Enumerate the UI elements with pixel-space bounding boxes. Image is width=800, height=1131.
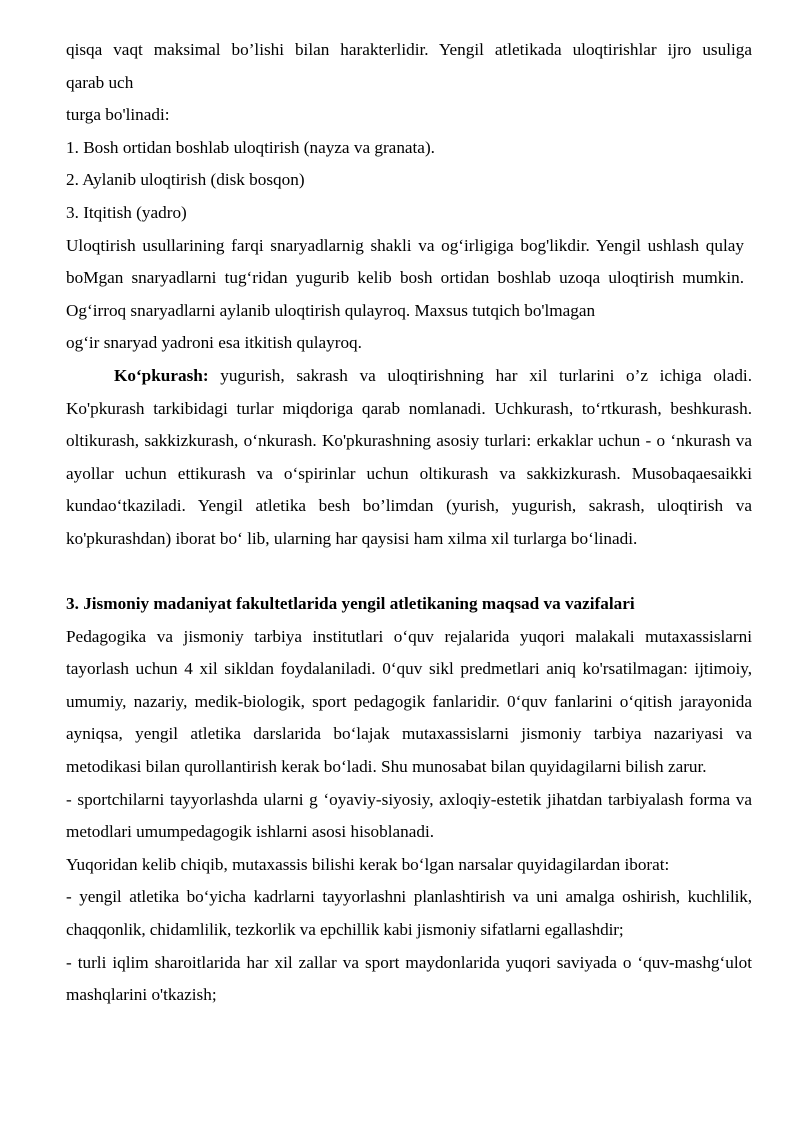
section-heading: 3. Jismoniy madaniyat fakultetlarida yengil atletikaning maqsad va vazifalari (66, 594, 635, 614)
text-line: turga bo'linadi: (66, 105, 170, 125)
text-line: og‘ir snaryad yadroni esa itkitish qulayroq. (66, 333, 362, 353)
paragraph: - yengil atletika bo‘yicha kadrlarni tayyorlashni planlashtirish va uni amalga oshirish, kuchlilik, chaqqonlik, chidamlilik, tezkorlik va epchillik kabi jismoniy sifatlarni egallashdir; (66, 887, 752, 940)
paragraph-uloqtirish: Uloqtirish usullarining farqi snaryadlarnig shakli va og‘irligiga bog'likdir. Yengil ushlash qulay boMgan snaryadlarni tug‘ridan yugurib kelib bosh ortidan boshlab uzoqa uloqtirish mumkin. Og‘irroq snaryadlarni aylanib uloqtirish qulayroq. Maxsus tutqich bo'lmagan (66, 235, 744, 320)
paragraph: Yuqoridan kelib chiqib, mutaxassis bilishi kerak bo‘lgan narsalar quyidagilardan iborat: (66, 854, 670, 874)
list-item: 3. Itqitish (yadro) (66, 202, 187, 222)
blank-line (66, 556, 752, 589)
text-line: qisqa vaqt maksimal bo’lishi bilan harakterlidir. Yengil atletikada uloqtirishlar ijro usuliga (66, 40, 752, 59)
paragraph: - sportchilarni tayyorlashda ularni g ‘oyaviy-siyosiy, axloqiy-estetik jihatdan tarbiyalash forma va metodlari umumpedagogik ishlarni asosi hisoblanadi. (66, 789, 752, 842)
paragraph: - turli iqlim sharoitlarida har xil zallar va sport maydonlarida yuqori saviyada o ‘quv-mashg‘ulot mashqlarini o'tkazish; (66, 952, 752, 1005)
paragraph: Pedagogika va jismoniy tarbiya institutlari o‘quv rejalarida yuqori malakali mutaxassislarni tayorlash uchun 4 xil sikldan foydalaniladi. 0‘quv sikl predmetlari aniq ko'rsatilmagan: ijtimoiy, umumiy, nazariy, medik-biologik, sport pedagogik fanlaridir. 0‘quv fanlarini o‘qitish jarayonida ayniqsa, yengil atletika darslarida bo‘lajak mutaxassislarni jismoniy tarbiya nazariyasi va metodikasi bilan qurollantirish kerak bo‘ladi. Shu munosabat bilan quyidagilarni bilish zarur. (66, 626, 752, 777)
list-item: 2. Aylanib uloqtirish (disk bosqon) (66, 170, 305, 190)
kopkurash-heading: Ko‘pkurash: (114, 365, 209, 385)
list-item: 1. Bosh ortidan boshlab uloqtirish (nayza va granata). (66, 137, 435, 157)
paragraph-kopkurash (66, 360, 752, 556)
text-line: qarab uch (66, 72, 134, 92)
kopkurash-text: yugurish, sakrash va uloqtirishning har xil turlarini o’z ichiga oladi. Ko'pkurash tarkibidagi turlar miqdoriga qarab nomlanadi. Uchkurash, to‘rtkurash, beshkurash. oltikurash, sakkizkurash, o‘nkurash. Ko'pkurashning asosiy turlari: erkaklar uchun - o ‘nkurash va ayollar uchun ettikurash va o‘spirinlar uchun oltikurash va sakkizkurash. Musobaqaesaikki kundao‘tkaziladi. Yengil atletika besh bo’limdan (yurish, yugurish, sakrash, uloqtirish va ko'pkurashdan) iborat bo‘ lib, ularning har qaysisi ham xilma xil turlarga bo‘linadi. (66, 365, 752, 548)
